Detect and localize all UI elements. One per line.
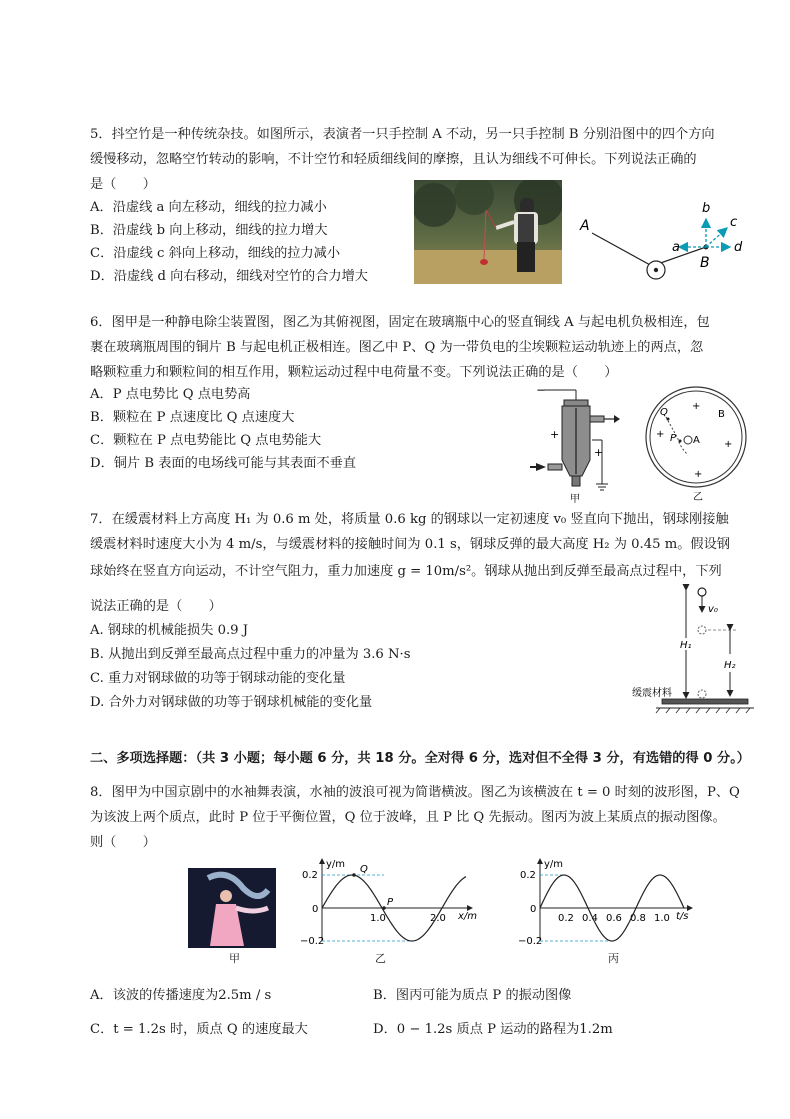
ball-icon — [698, 588, 706, 596]
section-2-header: 二、多项选择题：（共 3 小题；每小题 6 分，共 18 分。全对得 6 分，选对但不全得 3 分，有选错的得 0 分。） — [90, 751, 750, 766]
svg-text:0.6: 0.6 — [606, 913, 622, 924]
label-b-dir: b — [702, 201, 711, 216]
svg-text:+: + — [692, 401, 701, 412]
label-b-point: B — [700, 255, 710, 271]
q6-stem-line3: 略颗粒重力和颗粒间的相互作用，颗粒运动过程中电荷量不变。下列说法正确的是（ ） — [90, 365, 618, 380]
y-axis-label: y/m — [544, 859, 564, 870]
t-axis-label: t/s — [676, 911, 689, 922]
q5-option-a: A．沿虚线 a 向左移动，细线的拉力减小 — [90, 200, 327, 215]
point-p — [382, 906, 386, 910]
q8-caption-yi: 乙 — [375, 952, 386, 965]
q8-option-a: A．该波的传播速度为2.5m / s — [90, 988, 272, 1003]
q5-option-b: B．沿虚线 b 向上移动，细线的拉力增大 — [90, 223, 328, 238]
svg-text:v₀: v₀ — [708, 604, 718, 615]
q7-stem-line2: 缓震材料时速度大小为 4 m/s，与缓震材料的接触时间为 0.1 s，钢球反弹的最大高度 H₂ 为 0.45 m。假设钢 — [90, 537, 730, 552]
y-axis-label: y/m — [326, 859, 346, 870]
q7-option-b: B. 从抛出到反弹至最高点过程中重力的冲量为 3.6 N·s — [90, 647, 411, 662]
svg-text:P: P — [670, 433, 677, 444]
q5-stem-line1: 5．抖空竹是一种传统杂技。如图所示，表演者一只手控制 A 不动，另一只手控制 B 分别沿图中的四个方向 — [90, 127, 715, 142]
label-a-dir: a — [672, 240, 680, 255]
q8-dancer-photo — [188, 868, 276, 948]
q6-stem-line1: 6．图甲是一种静电除尘装置图，图乙为其俯视图，固定在玻璃瓶中心的竖直铜线 A 与起电机负极相连，包 — [90, 315, 710, 330]
svg-text:+: + — [550, 428, 560, 441]
point-q — [352, 873, 356, 877]
svg-text:H₁: H₁ — [680, 640, 692, 651]
label-a-point: A — [580, 218, 590, 234]
q8-option-c: C．t = 1.2s 时，质点 Q 的速度最大 — [90, 1022, 308, 1037]
svg-text:0: 0 — [312, 904, 319, 915]
svg-text:0.2: 0.2 — [558, 913, 574, 924]
svg-text:−: − — [536, 383, 547, 397]
q5-stem-line2: 缓慢移动，忽略空竹转动的影响，不计空竹和轻质细线间的摩擦，且认为细线不可伸长。下列说法正确的 — [90, 152, 697, 167]
svg-text:1.0: 1.0 — [370, 913, 386, 924]
q7-stem-line4: 说法正确的是（ ） — [90, 599, 222, 614]
q5-option-d: D．沿虚线 d 向右移动，细线对空竹的合力增大 — [90, 269, 368, 284]
svg-text:+: + — [594, 446, 604, 459]
q8-option-b: B．图丙可能为质点 P 的振动图像 — [373, 988, 572, 1003]
q6-stem-line2: 裹在玻璃瓶周围的铜片 B 与起电机正极相连。图乙中 P、Q 为一带负电的尘埃颗粒运动轨迹上的两点，忽 — [90, 340, 704, 355]
q8-caption-jia: 甲 — [229, 952, 240, 965]
svg-text:0.2: 0.2 — [302, 870, 318, 881]
label-d-dir: d — [734, 240, 743, 255]
svg-text:0.4: 0.4 — [582, 913, 598, 924]
q8-wave-graph — [300, 855, 482, 955]
q5-option-c: C．沿虚线 c 斜向上移动，细线的拉力减小 — [90, 246, 341, 261]
svg-text:P: P — [387, 897, 394, 908]
arrow-c — [706, 228, 727, 247]
svg-text:−0.2: −0.2 — [518, 936, 543, 947]
svg-text:+: + — [724, 439, 733, 450]
q8-vibration-graph — [500, 855, 700, 955]
svg-text:2.0: 2.0 — [430, 913, 446, 924]
q8-caption-bing: 丙 — [608, 952, 619, 965]
q6-option-d: D．铜片 B 表面的电场线可能与其表面不垂直 — [90, 456, 357, 471]
caption-yi: 乙 — [693, 492, 703, 503]
q6-option-b: B．颗粒在 P 点速度比 Q 点速度大 — [90, 410, 295, 425]
caption-jia: 甲 — [570, 494, 580, 505]
q5-stem-line3: 是（ ） — [90, 177, 156, 192]
q7-stem-line1: 7．在缓震材料上方高度 H₁ 为 0.6 m 处，将质量 0.6 kg 的钢球以一定初速度 v₀ 竖直向下抛出，钢球刚接触 — [90, 512, 729, 527]
svg-text:−0.2: −0.2 — [300, 936, 325, 947]
q5-direction-diagram — [570, 195, 770, 295]
q8-option-d: D．0 − 1.2s 质点 P 运动的路程为1.2m — [373, 1022, 613, 1037]
q6-top-view-diagram — [638, 385, 758, 503]
svg-text:+: + — [694, 469, 703, 480]
q7-option-d: D. 合外力对钢球做的功等于钢球机械能的变化量 — [90, 695, 373, 710]
q6-option-c: C．颗粒在 P 点电势能比 Q 点电势能大 — [90, 433, 322, 448]
svg-text:0.2: 0.2 — [520, 870, 536, 881]
q8-stem-line3: 则（ ） — [90, 835, 156, 850]
svg-text:B: B — [718, 409, 725, 420]
svg-text:+: + — [656, 429, 665, 440]
q7-ball-drop-diagram — [630, 582, 760, 720]
svg-text:缓震材料: 缓震材料 — [632, 688, 672, 699]
x-axis-label: x/m — [458, 911, 478, 922]
svg-text:H₂: H₂ — [724, 660, 736, 671]
svg-text:0: 0 — [530, 904, 537, 915]
q6-dust-collector-diagram — [528, 380, 628, 505]
string-left — [592, 233, 652, 266]
q7-option-c: C. 重力对钢球做的功等于钢球动能的变化量 — [90, 671, 346, 686]
q8-stem-line1: 8．图甲为中国京剧中的水袖舞表演，水袖的波浪可视为简谐横波。图乙为该横波在 t = 0 时刻的波形图，P、Q — [90, 785, 740, 800]
q7-option-a: A. 钢球的机械能损失 0.9 J — [90, 623, 249, 638]
svg-text:0.8: 0.8 — [630, 913, 646, 924]
svg-text:Q: Q — [360, 864, 368, 875]
label-c-dir: c — [730, 215, 738, 230]
svg-text:A: A — [693, 435, 700, 446]
q7-stem-line3: 球始终在竖直方向运动，不计空气阻力，重力加速度 g = 10m/s²。钢球从抛出到反弹至最高点过程中，下列 — [90, 564, 722, 579]
q6-option-a: A．P 点电势比 Q 点电势高 — [90, 387, 251, 402]
q5-diabolo-photo — [414, 180, 562, 284]
svg-text:1.0: 1.0 — [654, 913, 670, 924]
svg-text:Q: Q — [660, 407, 668, 418]
q8-stem-line2: 为该波上两个质点，此时 P 位于平衡位置，Q 位于波峰，且 P 比 Q 先振动。图丙为波上某质点的振动图像。 — [90, 810, 726, 825]
